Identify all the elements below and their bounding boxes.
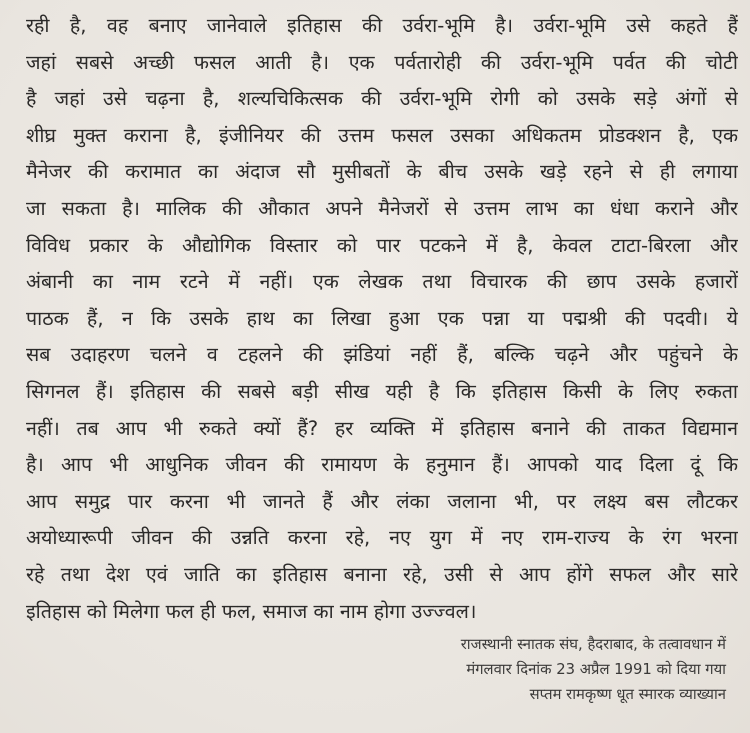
attribution-line-1: राजस्थानी स्नातक संघ, हैदराबाद, के तत्वावधान में [460,636,726,653]
text-line-12: नहीं। तब आप भी रुकते क्यों हैं? हर व्यक्ति में इतिहास बनाने की ताकत विद्यमान [26,416,738,440]
text-line-10: सब उदाहरण चलने व टहलने की झंडियां नहीं हैं, बल्कि चढ़ने और पहुंचने के [26,343,738,367]
text-line-13: है। आप भी आधुनिक जीवन की रामायण के हनुमान हैं। आपको याद दिला दूं कि [26,453,738,477]
lecture-attribution [266,632,726,707]
text-line-3: है जहां उसे चढ़ना है, शल्यचिकित्सक की उर्वरा-भूमि रोगी को उसके सड़े अंगों से [26,87,738,111]
text-line-2: जहां सबसे अच्छी फसल आती है। एक पर्वतारोही की उर्वरा-भूमि पर्वत की चोटी [26,50,738,74]
text-line-16: रहे तथा देश एवं जाति का इतिहास बनाना रहे, उसी से आप होंगे सफल और सारे [26,562,738,586]
text-line-15: अयोध्यारूपी जीवन की उन्नति करना रहे, नए युग में नए राम-राज्य के रंग भरना [26,526,738,550]
attribution-line-2: मंगलवार दिनांक 23 अप्रैल 1991 को दिया गया [466,661,726,678]
text-line-8: अंबानी का नाम रटने में नहीं। एक लेखक तथा विचारक की छाप उसके हजारों [26,270,738,294]
text-line-1: रही है, वह बनाए जानेवाले इतिहास की उर्वरा-भूमि है। उर्वरा-भूमि उसे कहते हैं [26,14,738,37]
body-paragraph [26,8,738,630]
text-line-5: मैनेजर की करामात का अंदाज सौ मुसीबतों के बीच उसके खड़े रहने से ही लगाया [26,160,738,184]
attribution-line-3: सप्तम रामकृष्ण धूत स्मारक व्याख्यान [529,686,726,703]
text-line-9: पाठक हैं, न कि उसके हाथ का लिखा हुआ एक पन्ना या पद्मश्री की पदवी। ये [26,306,738,330]
text-line-6: जा सकता है। मालिक की औकात अपने मैनेजरों से उत्तम लाभ का धंधा कराने और [26,196,738,220]
text-line-11: सिगनल हैं। इतिहास की सबसे बड़ी सीख यही है कि इतिहास किसी के लिए रुकता [26,379,738,403]
text-line-7: विविध प्रकार के औद्योगिक विस्तार को पार पटकने में है, केवल टाटा-बिरला और [26,233,738,257]
text-line-14: आप समुद्र पार करना भी जानते हैं और लंका जलाना भी, पर लक्ष्य बस लौटकर [26,489,738,513]
text-line-17: इतिहास को मिलेगा फल ही फल, समाज का नाम होगा उज्ज्वल। [26,599,477,623]
text-line-4: शीघ्र मुक्त कराना है, इंजीनियर की उत्तम फसल उसका अधिकतम प्रोडक्शन है, एक [26,123,738,147]
